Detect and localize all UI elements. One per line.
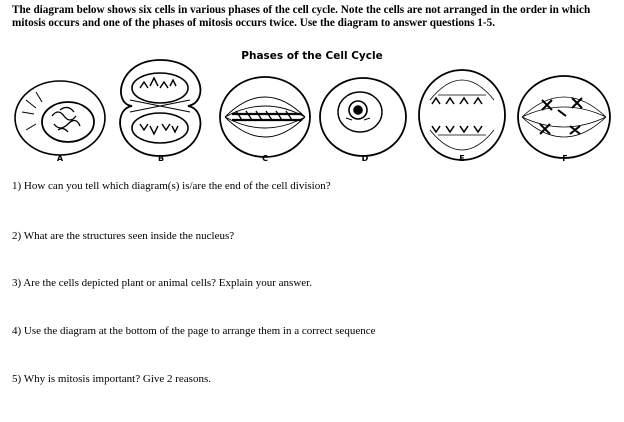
cell-c [220,77,310,157]
question-1: 1) How can you tell which diagram(s) is/are the end of the cell division? [12,180,331,192]
cell-label-d: D [361,154,369,163]
intro-text: The diagram below shows six cells in various phases of the cell cycle. Note the cells are not arranged in the order in which mitosis occurs and one of the phases of mitosis occurs twice. Use the diagram to answer questions 1-5. [12,4,591,30]
cell-b [120,60,200,156]
question-4: 4) Use the diagram at the bottom of the page to arrange them in a correct sequence [12,325,376,337]
cell-a [15,81,105,155]
question-2: 2) What are the structures seen inside the nucleus? [12,230,235,242]
cell-label-f: F [562,154,568,163]
cell-label-c: C [262,154,268,163]
question-3: 3) Are the cells depicted plant or animal cells? Explain your answer. [12,277,312,289]
cell-label-e: E [459,154,465,163]
diagram-title: Phases of the Cell Cycle [241,50,383,62]
cell-label-a: A [56,154,64,163]
question-5: 5) Why is mitosis important? Give 2 reasons. [12,373,211,385]
cell-d [320,78,406,156]
cell-f [518,76,610,158]
cell-e [419,70,505,160]
cell-cycle-diagram [0,44,624,174]
cell-label-b: B [157,154,165,163]
